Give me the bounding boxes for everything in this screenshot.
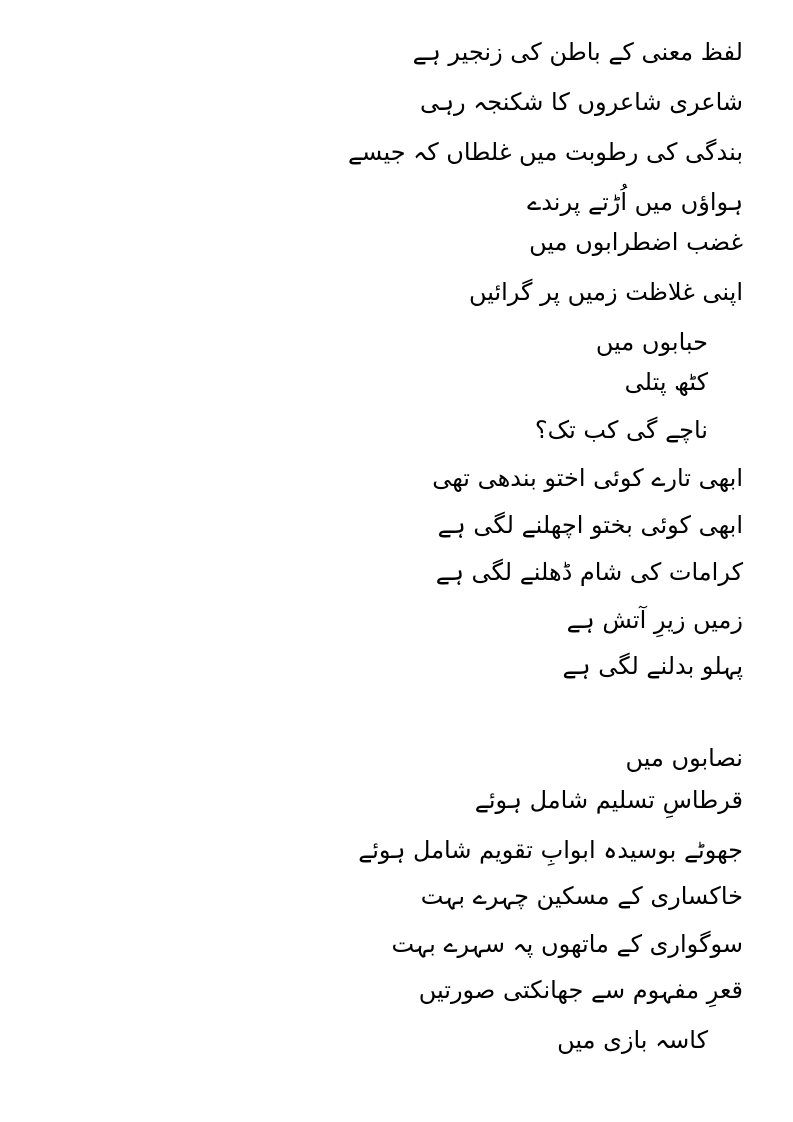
poem-line: بندگی کی رطوبت میں غلطاں کہ جیسے [347,138,743,166]
poem-line: حبابوں میں [595,328,708,356]
poem-line: قرطاسِ تسلیم شامل ہوئے [474,786,743,814]
poem-line: سوگواری کے ماتھوں پہ سہرے بہت [391,930,743,958]
poem-line: زمیں زیرِ آتش ہے [566,606,743,634]
poem-line: ابھی تارے کوئی اختو بندھی تھی [432,464,743,492]
poem-line: پہلو بدلنے لگی ہے [562,652,743,680]
poem-line: اپنی غلاظت زمیں پر گرائیں [468,278,743,306]
poem-line: خاکساری کے مسکین چہرے بہت [420,882,743,910]
poem-line: ابھی کوئی بختو اچھلنے لگی ہے [437,511,743,539]
poem-line: شاعری شاعروں کا شکنجہ رہی [419,88,743,116]
poem-line: ناچے گی کب تک؟ [534,416,708,444]
poem-line: لفظ معنی کے باطن کی زنجیر ہے [412,38,743,66]
poem-line: کاسہ بازی میں [557,1026,708,1054]
poem-line: قعرِ مفہوم سے جھانکتی صورتیں [418,976,743,1004]
poem-line: جھوٹے بوسیدہ ابوابِ تقویم شامل ہوئے [358,836,743,864]
poem-line: کرامات کی شام ڈھلنے لگی ہے [435,558,743,586]
poem-line: ہواؤں میں اُڑتے پرندے [527,188,743,216]
poem-line: کٹھ پتلی [624,368,708,396]
poem-line: غضب اضطرابوں میں [529,228,743,256]
poem-line: نصابوں میں [625,744,743,772]
